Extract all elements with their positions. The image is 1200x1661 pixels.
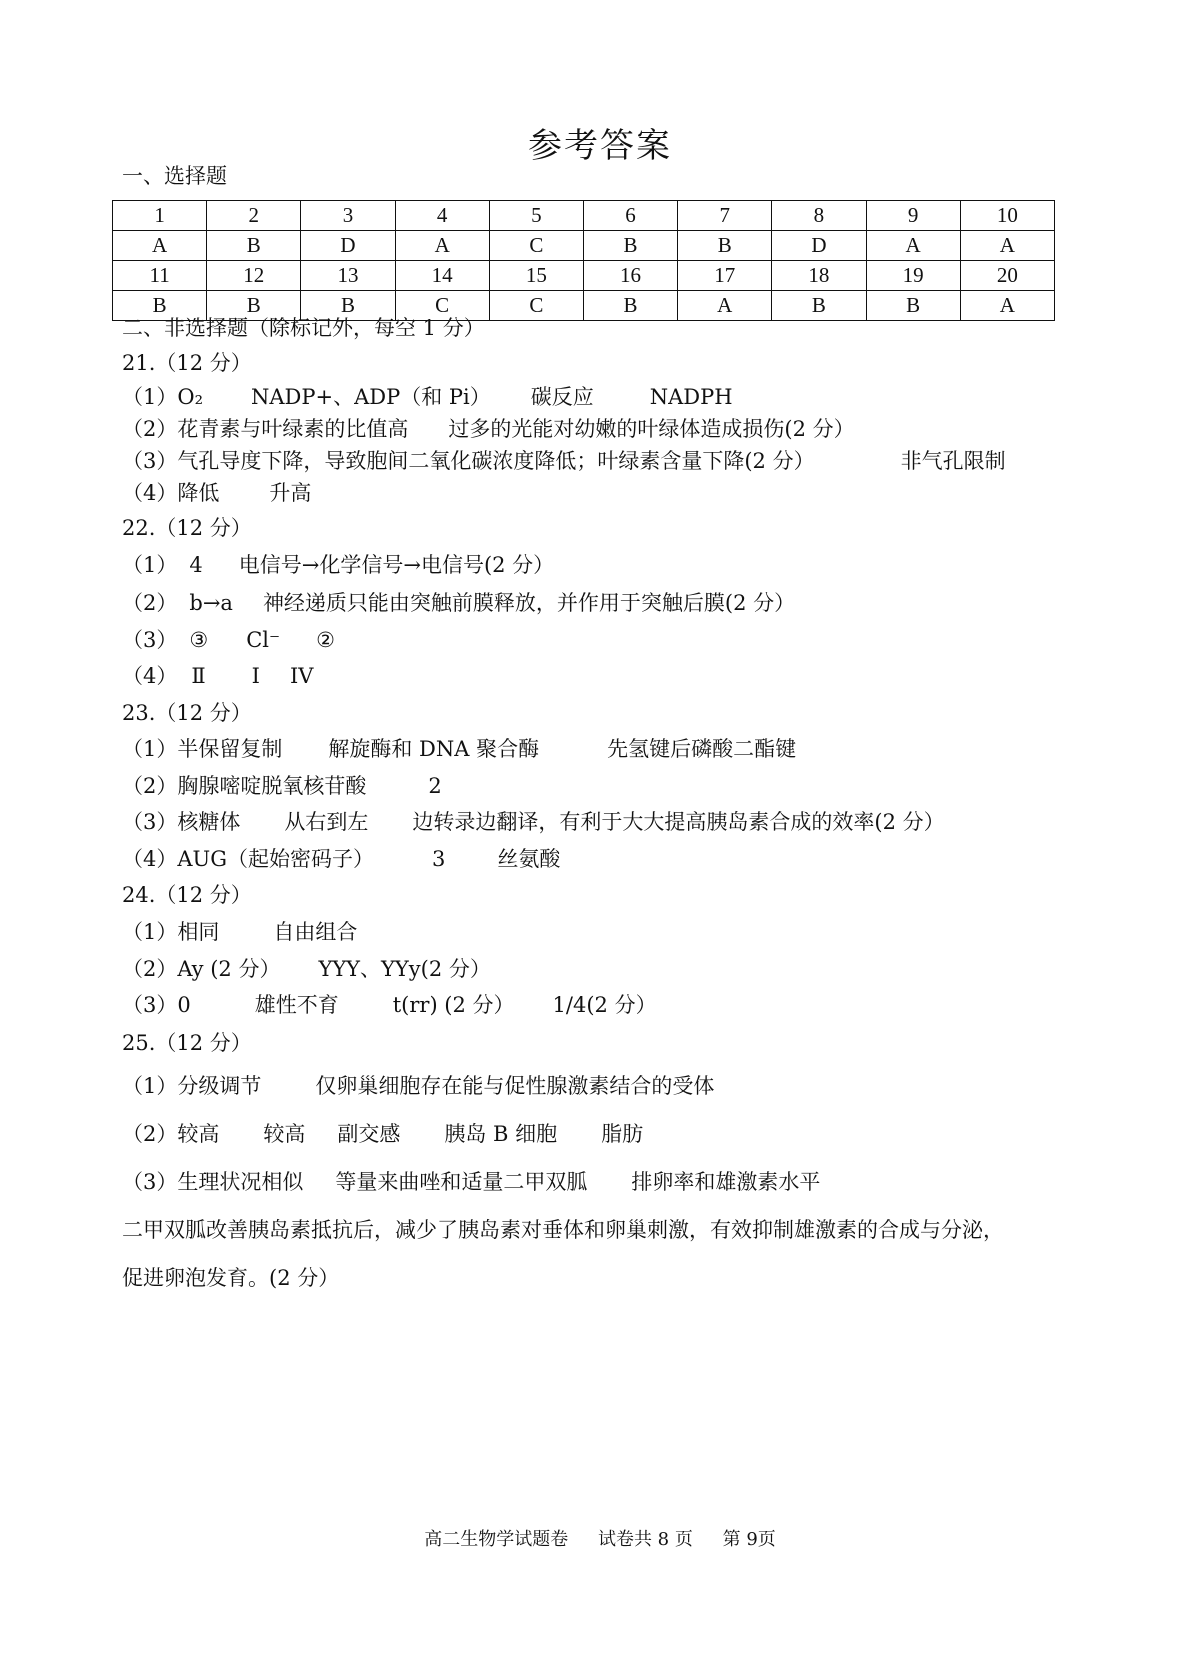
question-number-cell: 7 bbox=[678, 201, 772, 231]
answer-cell: D bbox=[772, 231, 866, 261]
answer-part: Cl⁻ bbox=[246, 628, 281, 652]
answer-cell: A bbox=[678, 291, 772, 321]
question-number-cell: 1 bbox=[113, 201, 207, 231]
answer-part: 等量来曲唑和适量二甲双胍 bbox=[335, 1170, 588, 1194]
answer-part: 解旋酶和 DNA 聚合酶 bbox=[328, 737, 540, 761]
answer-part: 脂肪 bbox=[601, 1122, 644, 1146]
answer-part: 边转录边翻译，有利于大大提高胰岛素合成的效率(2 分） bbox=[412, 810, 945, 834]
answer-part: 1/4(2 分） bbox=[552, 993, 657, 1017]
answer-part: 4 bbox=[189, 553, 203, 577]
answer-part: 雄性不育 bbox=[254, 993, 339, 1017]
q24-answer-1 bbox=[122, 916, 357, 946]
answer-cell: A bbox=[866, 231, 960, 261]
question-number-cell: 5 bbox=[489, 201, 583, 231]
answer-part: （4）降低 bbox=[122, 481, 220, 505]
answer-part: YYY、YYy(2 分） bbox=[318, 957, 491, 981]
answer-part: NADPH bbox=[649, 385, 733, 409]
table-row-question-numbers bbox=[113, 261, 1055, 291]
answer-part: （2）较高 bbox=[122, 1122, 220, 1146]
answer-cell: C bbox=[489, 291, 583, 321]
answer-cell: B bbox=[113, 291, 207, 321]
answer-part: 3 bbox=[432, 847, 446, 871]
q23-answer-1 bbox=[122, 733, 796, 763]
question-number-cell: 13 bbox=[301, 261, 395, 291]
question-25-header: 25.（12 分） bbox=[122, 1031, 252, 1055]
answer-cell: B bbox=[583, 291, 677, 321]
q23-answer-4 bbox=[122, 843, 560, 873]
answer-part: （1）分级调节 bbox=[122, 1074, 262, 1098]
footer-total-pages: 试卷共 8 页 bbox=[597, 1529, 693, 1550]
q25-answer-3 bbox=[122, 1166, 820, 1196]
answer-part: （3） bbox=[122, 628, 178, 652]
answer-cell: B bbox=[678, 231, 772, 261]
question-22-header: 22.（12 分） bbox=[122, 516, 252, 540]
q24-answer-3 bbox=[122, 989, 657, 1019]
answer-cell: B bbox=[207, 291, 301, 321]
answer-part: I bbox=[251, 664, 260, 688]
answer-cell: A bbox=[960, 231, 1054, 261]
answer-cell: C bbox=[395, 291, 489, 321]
answer-part: （2）胸腺嘧啶脱氧核苷酸 bbox=[122, 774, 367, 798]
q21-answer-2 bbox=[122, 413, 855, 443]
q24-answer-2 bbox=[122, 953, 491, 983]
question-number-cell: 4 bbox=[395, 201, 489, 231]
q22-answer-4 bbox=[122, 660, 313, 690]
q25-answer-1 bbox=[122, 1070, 714, 1100]
answer-part: （2） bbox=[122, 591, 178, 615]
answer-cell: B bbox=[207, 231, 301, 261]
question-24-header: 24.（12 分） bbox=[122, 883, 252, 907]
question-number-cell: 17 bbox=[678, 261, 772, 291]
answer-part: 非气孔限制 bbox=[900, 449, 1006, 473]
answer-part: 2 bbox=[428, 774, 442, 798]
answer-part: 丝氨酸 bbox=[497, 847, 561, 871]
q22-answer-2 bbox=[122, 587, 795, 617]
question-number-cell: 16 bbox=[583, 261, 677, 291]
question-number-cell: 12 bbox=[207, 261, 301, 291]
answer-part: ② bbox=[316, 628, 335, 652]
question-number-cell: 3 bbox=[301, 201, 395, 231]
answer-part: 排卵率和雄激素水平 bbox=[631, 1170, 821, 1194]
section-heading-nonchoice: 二、非选择题（除标记外，每空 1 分） bbox=[122, 316, 485, 340]
answer-part: 电信号→化学信号→电信号(2 分） bbox=[238, 553, 555, 577]
answer-cell: A bbox=[395, 231, 489, 261]
answer-part: （3）核糖体 bbox=[122, 810, 241, 834]
answer-part: 神经递质只能由突触前膜释放，并作用于突触后膜(2 分） bbox=[262, 591, 796, 615]
question-number-cell: 6 bbox=[583, 201, 677, 231]
answer-part: 升高 bbox=[269, 481, 312, 505]
answer-part: 副交感 bbox=[337, 1122, 401, 1146]
question-23-header: 23.（12 分） bbox=[122, 701, 252, 725]
footer-page-number: 第 9页 bbox=[722, 1529, 776, 1550]
table-row-question-numbers bbox=[113, 201, 1055, 231]
question-number-cell: 8 bbox=[772, 201, 866, 231]
answer-part: 自由组合 bbox=[273, 920, 358, 944]
question-number-cell: 10 bbox=[960, 201, 1054, 231]
question-number-cell: 11 bbox=[113, 261, 207, 291]
answer-cell: A bbox=[960, 291, 1054, 321]
page-footer bbox=[0, 1525, 1200, 1551]
answer-part: 从右到左 bbox=[284, 810, 369, 834]
page-title: 参考答案 bbox=[528, 126, 672, 166]
answer-cell: B bbox=[772, 291, 866, 321]
answer-part: （4）AUG（起始密码子） bbox=[122, 847, 374, 871]
q21-answer-4 bbox=[122, 477, 311, 507]
answer-table bbox=[112, 200, 1055, 321]
footer-exam-title: 高二生物学试题卷 bbox=[424, 1529, 569, 1550]
q21-answer-3 bbox=[122, 445, 1006, 475]
question-number-cell: 14 bbox=[395, 261, 489, 291]
answer-part: ③ bbox=[189, 628, 209, 652]
answer-cell: D bbox=[301, 231, 395, 261]
q25-explanation-line-2: 促进卵泡发育。(2 分） bbox=[122, 1266, 340, 1290]
answer-part: IV bbox=[289, 664, 314, 688]
question-number-cell: 20 bbox=[960, 261, 1054, 291]
answer-part: NADP+、ADP（和 Pi） bbox=[251, 385, 491, 409]
answer-part: （1）半保留复制 bbox=[122, 737, 283, 761]
answer-part: 仅卵巢细胞存在能与促性腺激素结合的受体 bbox=[315, 1074, 715, 1098]
answer-part: 胰岛 B 细胞 bbox=[444, 1122, 558, 1146]
answer-part: （3）0 bbox=[122, 993, 191, 1017]
answer-part: 碳反应 bbox=[530, 385, 594, 409]
question-number-cell: 9 bbox=[866, 201, 960, 231]
answer-part: （1）相同 bbox=[122, 920, 220, 944]
answer-cell: B bbox=[301, 291, 395, 321]
q25-explanation-line-1: 二甲双胍改善胰岛素抵抗后，减少了胰岛素对垂体和卵巢刺激，有效抑制雄激素的合成与分泌， bbox=[122, 1218, 1004, 1242]
answer-part: （2）花青素与叶绿素的比值高 bbox=[122, 417, 409, 441]
answer-part: （4） bbox=[122, 664, 178, 688]
answer-part: Ⅱ bbox=[191, 664, 206, 688]
answer-part: t(rr) (2 分） bbox=[392, 993, 515, 1017]
answer-part: （1）O₂ bbox=[122, 385, 203, 409]
answer-cell: B bbox=[583, 231, 677, 261]
answer-part: （1） bbox=[122, 553, 178, 577]
answer-part: 过多的光能对幼嫩的叶绿体造成损伤(2 分） bbox=[448, 417, 855, 441]
answer-part: 较高 bbox=[263, 1122, 306, 1146]
answer-cell: B bbox=[866, 291, 960, 321]
answer-part: （3）气孔导度下降，导致胞间二氧化碳浓度降低；叶绿素含量下降(2 分） bbox=[122, 449, 815, 473]
question-number-cell: 19 bbox=[866, 261, 960, 291]
answer-cell: C bbox=[489, 231, 583, 261]
question-number-cell: 18 bbox=[772, 261, 866, 291]
q21-answer-1 bbox=[122, 381, 733, 411]
q22-answer-3 bbox=[122, 624, 335, 654]
q23-answer-3 bbox=[122, 806, 945, 836]
q22-answer-1 bbox=[122, 549, 554, 579]
question-number-cell: 2 bbox=[207, 201, 301, 231]
table-row-answers bbox=[113, 231, 1055, 261]
answer-part: 先氢键后磷酸二酯键 bbox=[607, 737, 797, 761]
answer-part: b→a bbox=[189, 591, 233, 615]
q23-answer-2 bbox=[122, 770, 442, 800]
question-number-cell: 15 bbox=[489, 261, 583, 291]
answer-part: （2）Ay (2 分） bbox=[122, 957, 281, 981]
question-21-header: 21.（12 分） bbox=[122, 351, 252, 375]
answer-cell: A bbox=[113, 231, 207, 261]
q25-answer-2 bbox=[122, 1118, 643, 1148]
answer-part: （3）生理状况相似 bbox=[122, 1170, 304, 1194]
section-heading-choice: 一、选择题 bbox=[122, 164, 227, 188]
